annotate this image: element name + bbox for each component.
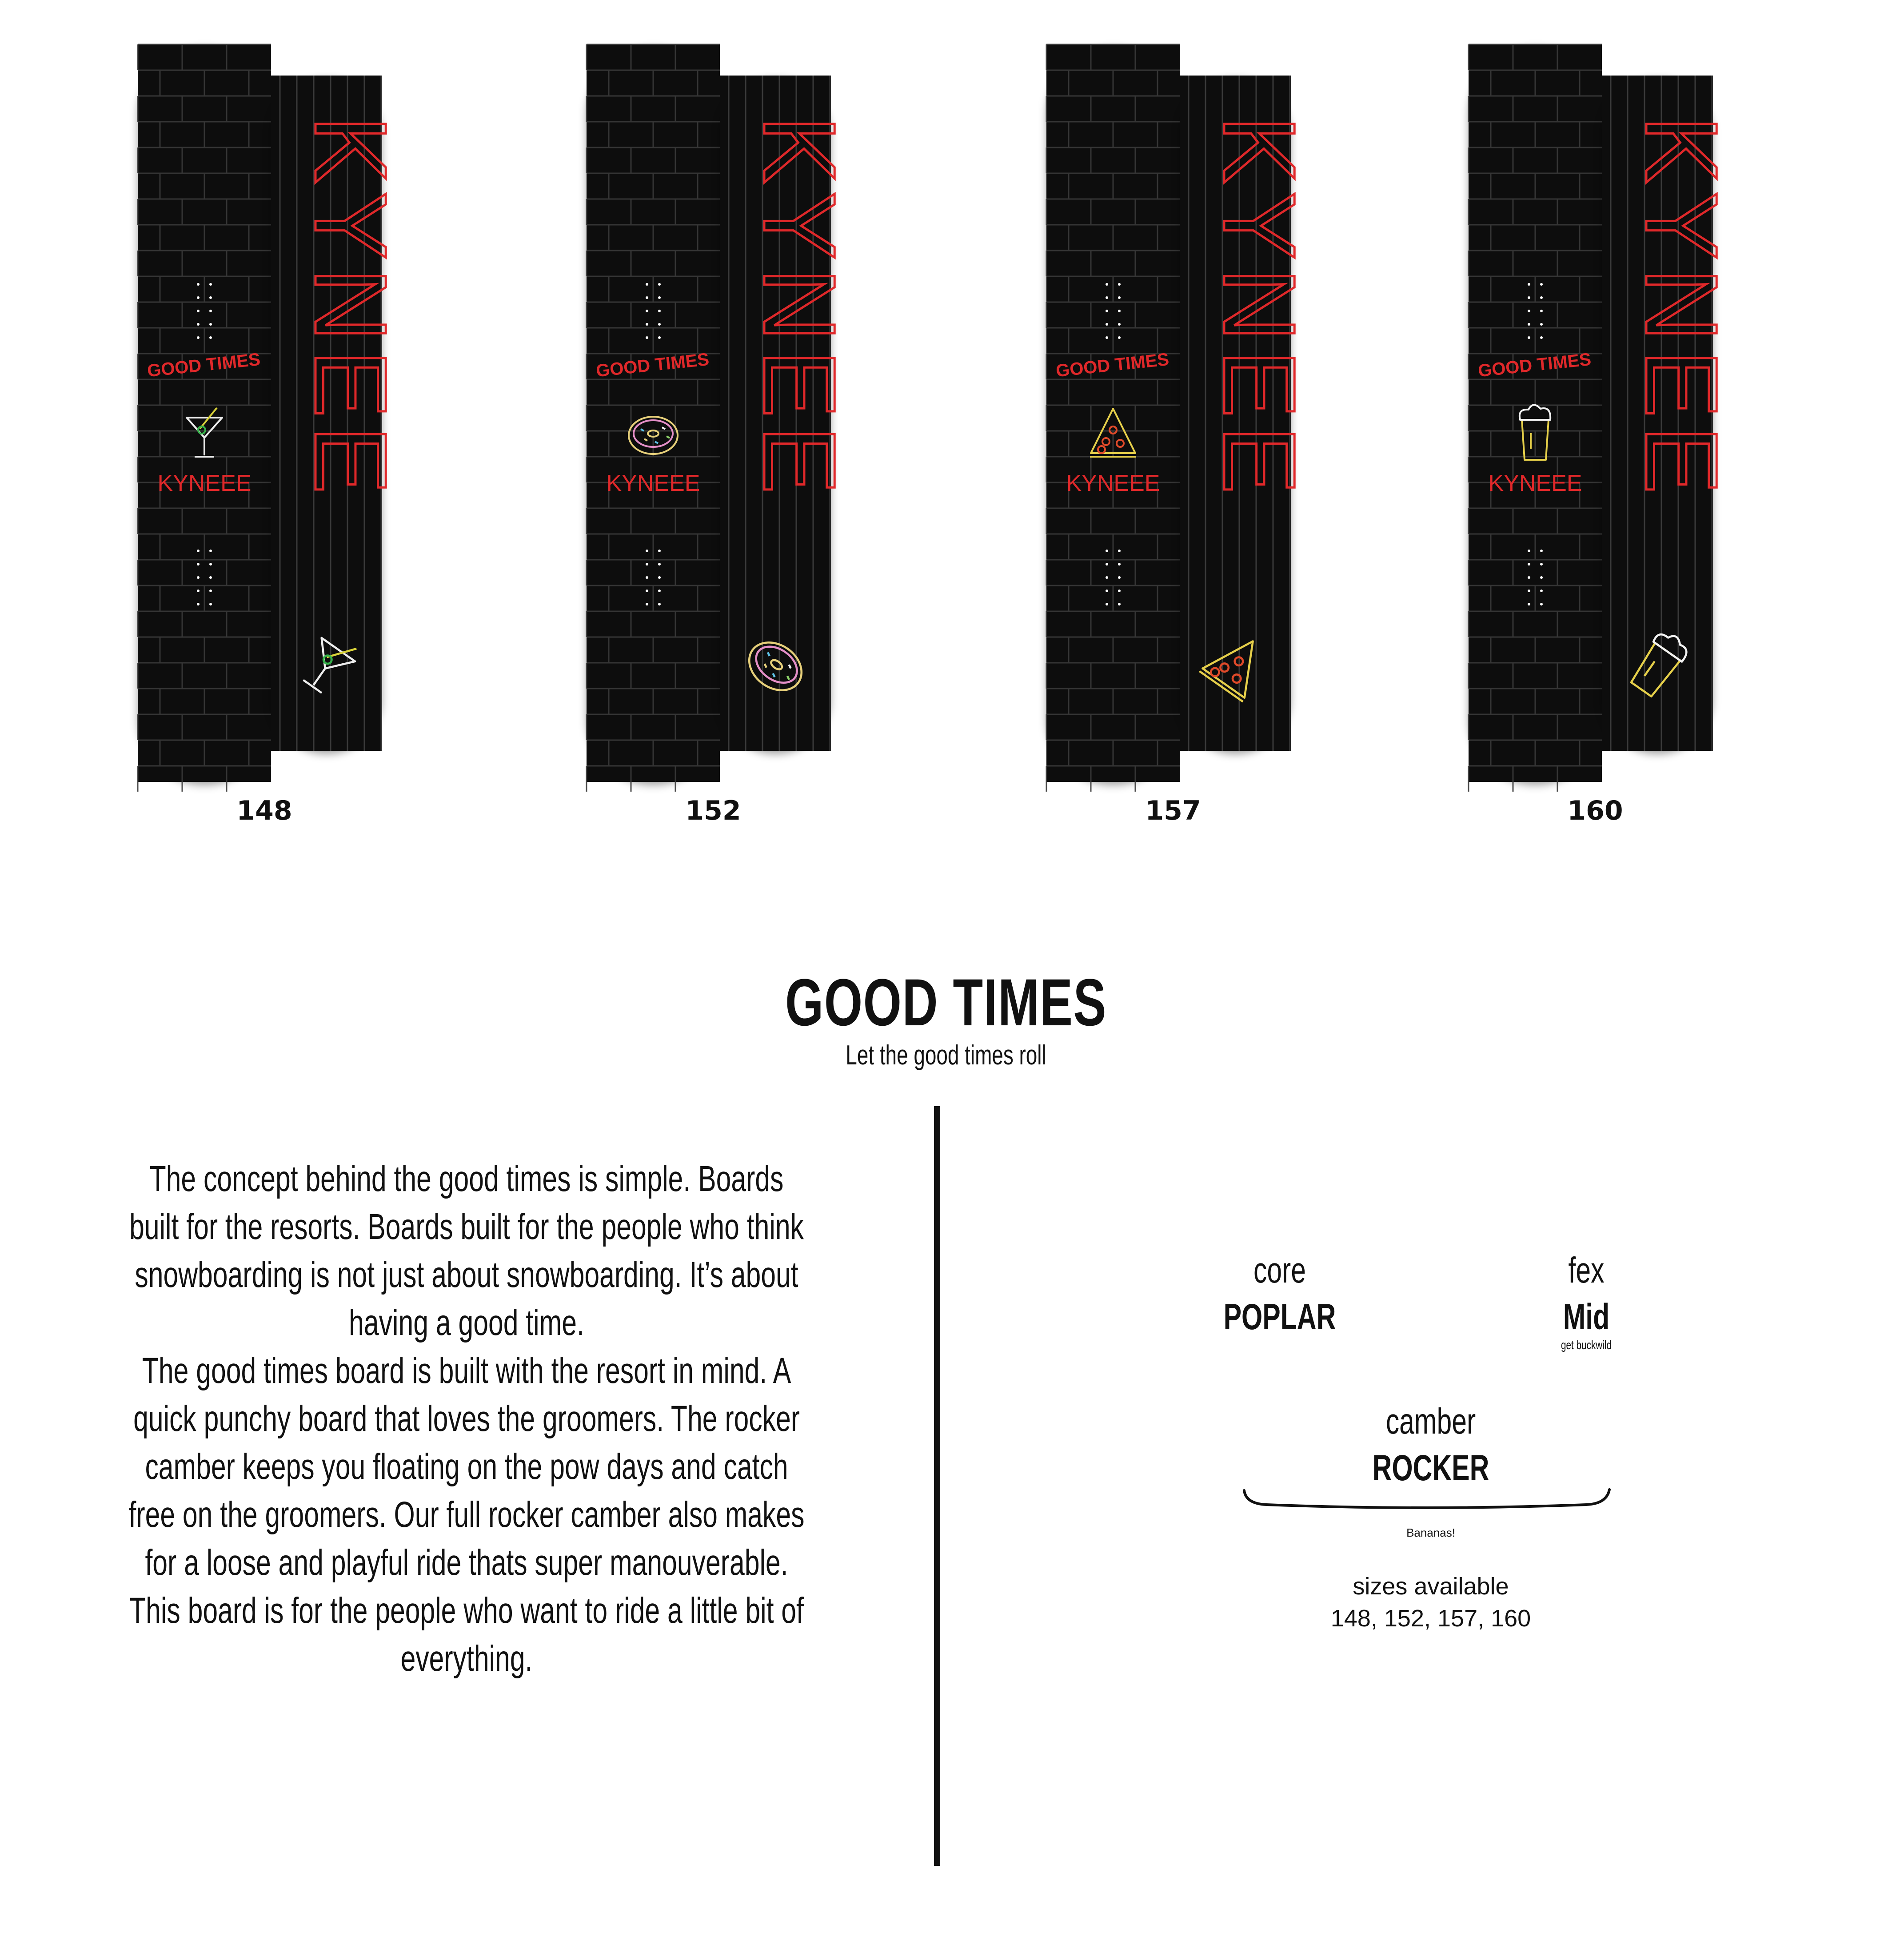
board-base-157 — [1046, 44, 1180, 782]
size-label-160: 160 — [1567, 795, 1623, 826]
spec-core-label: core — [1253, 1250, 1306, 1291]
spec-camber-value: ROCKER — [1372, 1448, 1489, 1488]
page-subtitle: Let the good times roll — [846, 1040, 1046, 1071]
description-paragraph: The concept behind the good times is simple. Boards built for the resorts. Boards built for the people who think snowboarding is not just about snowboarding. It’s about having a good time. — [129, 1159, 804, 1343]
svg-text:GOOD TIMES: GOOD TIMES — [595, 349, 710, 381]
board-product-148 — [138, 44, 422, 844]
description-paragraph: The good times board is built with the resort in mind. A quick punchy board that loves the groomers. The rocker camber keeps you floating on the pow days and catch free on the groomers. Our full rocker camber also makes for a loose and playful ride thats super manouverable. — [128, 1350, 805, 1583]
size-label-152: 152 — [685, 795, 741, 826]
svg-text:GOOD TIMES: GOOD TIMES — [146, 349, 262, 381]
board-base-148 — [138, 44, 271, 782]
svg-text:KYNEE: KYNEE — [742, 116, 857, 502]
spec-flex — [1480, 1248, 1693, 1352]
svg-text:GOOD TIMES: GOOD TIMES — [1477, 349, 1593, 381]
page-title: GOOD TIMES — [785, 965, 1107, 1040]
svg-text:KYNEEE: KYNEEE — [606, 470, 700, 496]
description-block — [0, 1155, 933, 1683]
board-product-152 — [587, 44, 871, 844]
board-top-152 — [720, 76, 857, 751]
spec-core-value: POPLAR — [1223, 1297, 1336, 1337]
rocker-profile-icon — [1240, 1486, 1613, 1513]
vertical-divider — [934, 1106, 940, 1866]
description-paragraph: This board is for the people who want to ride a little bit of everything. — [129, 1590, 804, 1679]
svg-text:KYNEE: KYNEE — [1202, 116, 1317, 502]
board-top-160 — [1602, 76, 1739, 751]
spec-camber-note: Bananas! — [1406, 1526, 1455, 1539]
spec-camber-label: camber — [1385, 1401, 1476, 1442]
board-top-148 — [271, 76, 408, 751]
svg-text:GOOD TIMES: GOOD TIMES — [1055, 349, 1170, 381]
svg-text:KYNEE: KYNEE — [1625, 116, 1739, 502]
spec-camber — [1306, 1399, 1555, 1493]
spec-flex-label: fex — [1568, 1250, 1605, 1291]
size-label-157: 157 — [1145, 795, 1201, 826]
svg-text:KYNEEE: KYNEEE — [157, 470, 251, 496]
board-top-157 — [1180, 76, 1317, 751]
size-label-148: 148 — [236, 795, 292, 826]
board-product-160 — [1469, 44, 1753, 844]
sizes-label: sizes available — [1353, 1573, 1509, 1600]
board-product-157 — [1046, 44, 1331, 844]
spec-core — [1173, 1248, 1386, 1342]
board-base-152 — [587, 44, 720, 782]
spec-flex-value: Mid — [1563, 1297, 1610, 1337]
board-base-160 — [1469, 44, 1602, 782]
svg-text:KYNEEE: KYNEEE — [1066, 470, 1160, 496]
sizes-value: 148, 152, 157, 160 — [1330, 1605, 1531, 1632]
spec-flex-note: get buckwild — [1561, 1338, 1612, 1352]
svg-text:KYNEE: KYNEE — [294, 116, 408, 502]
svg-text:KYNEEE: KYNEEE — [1488, 470, 1582, 496]
sizes-available — [1266, 1570, 1595, 1634]
